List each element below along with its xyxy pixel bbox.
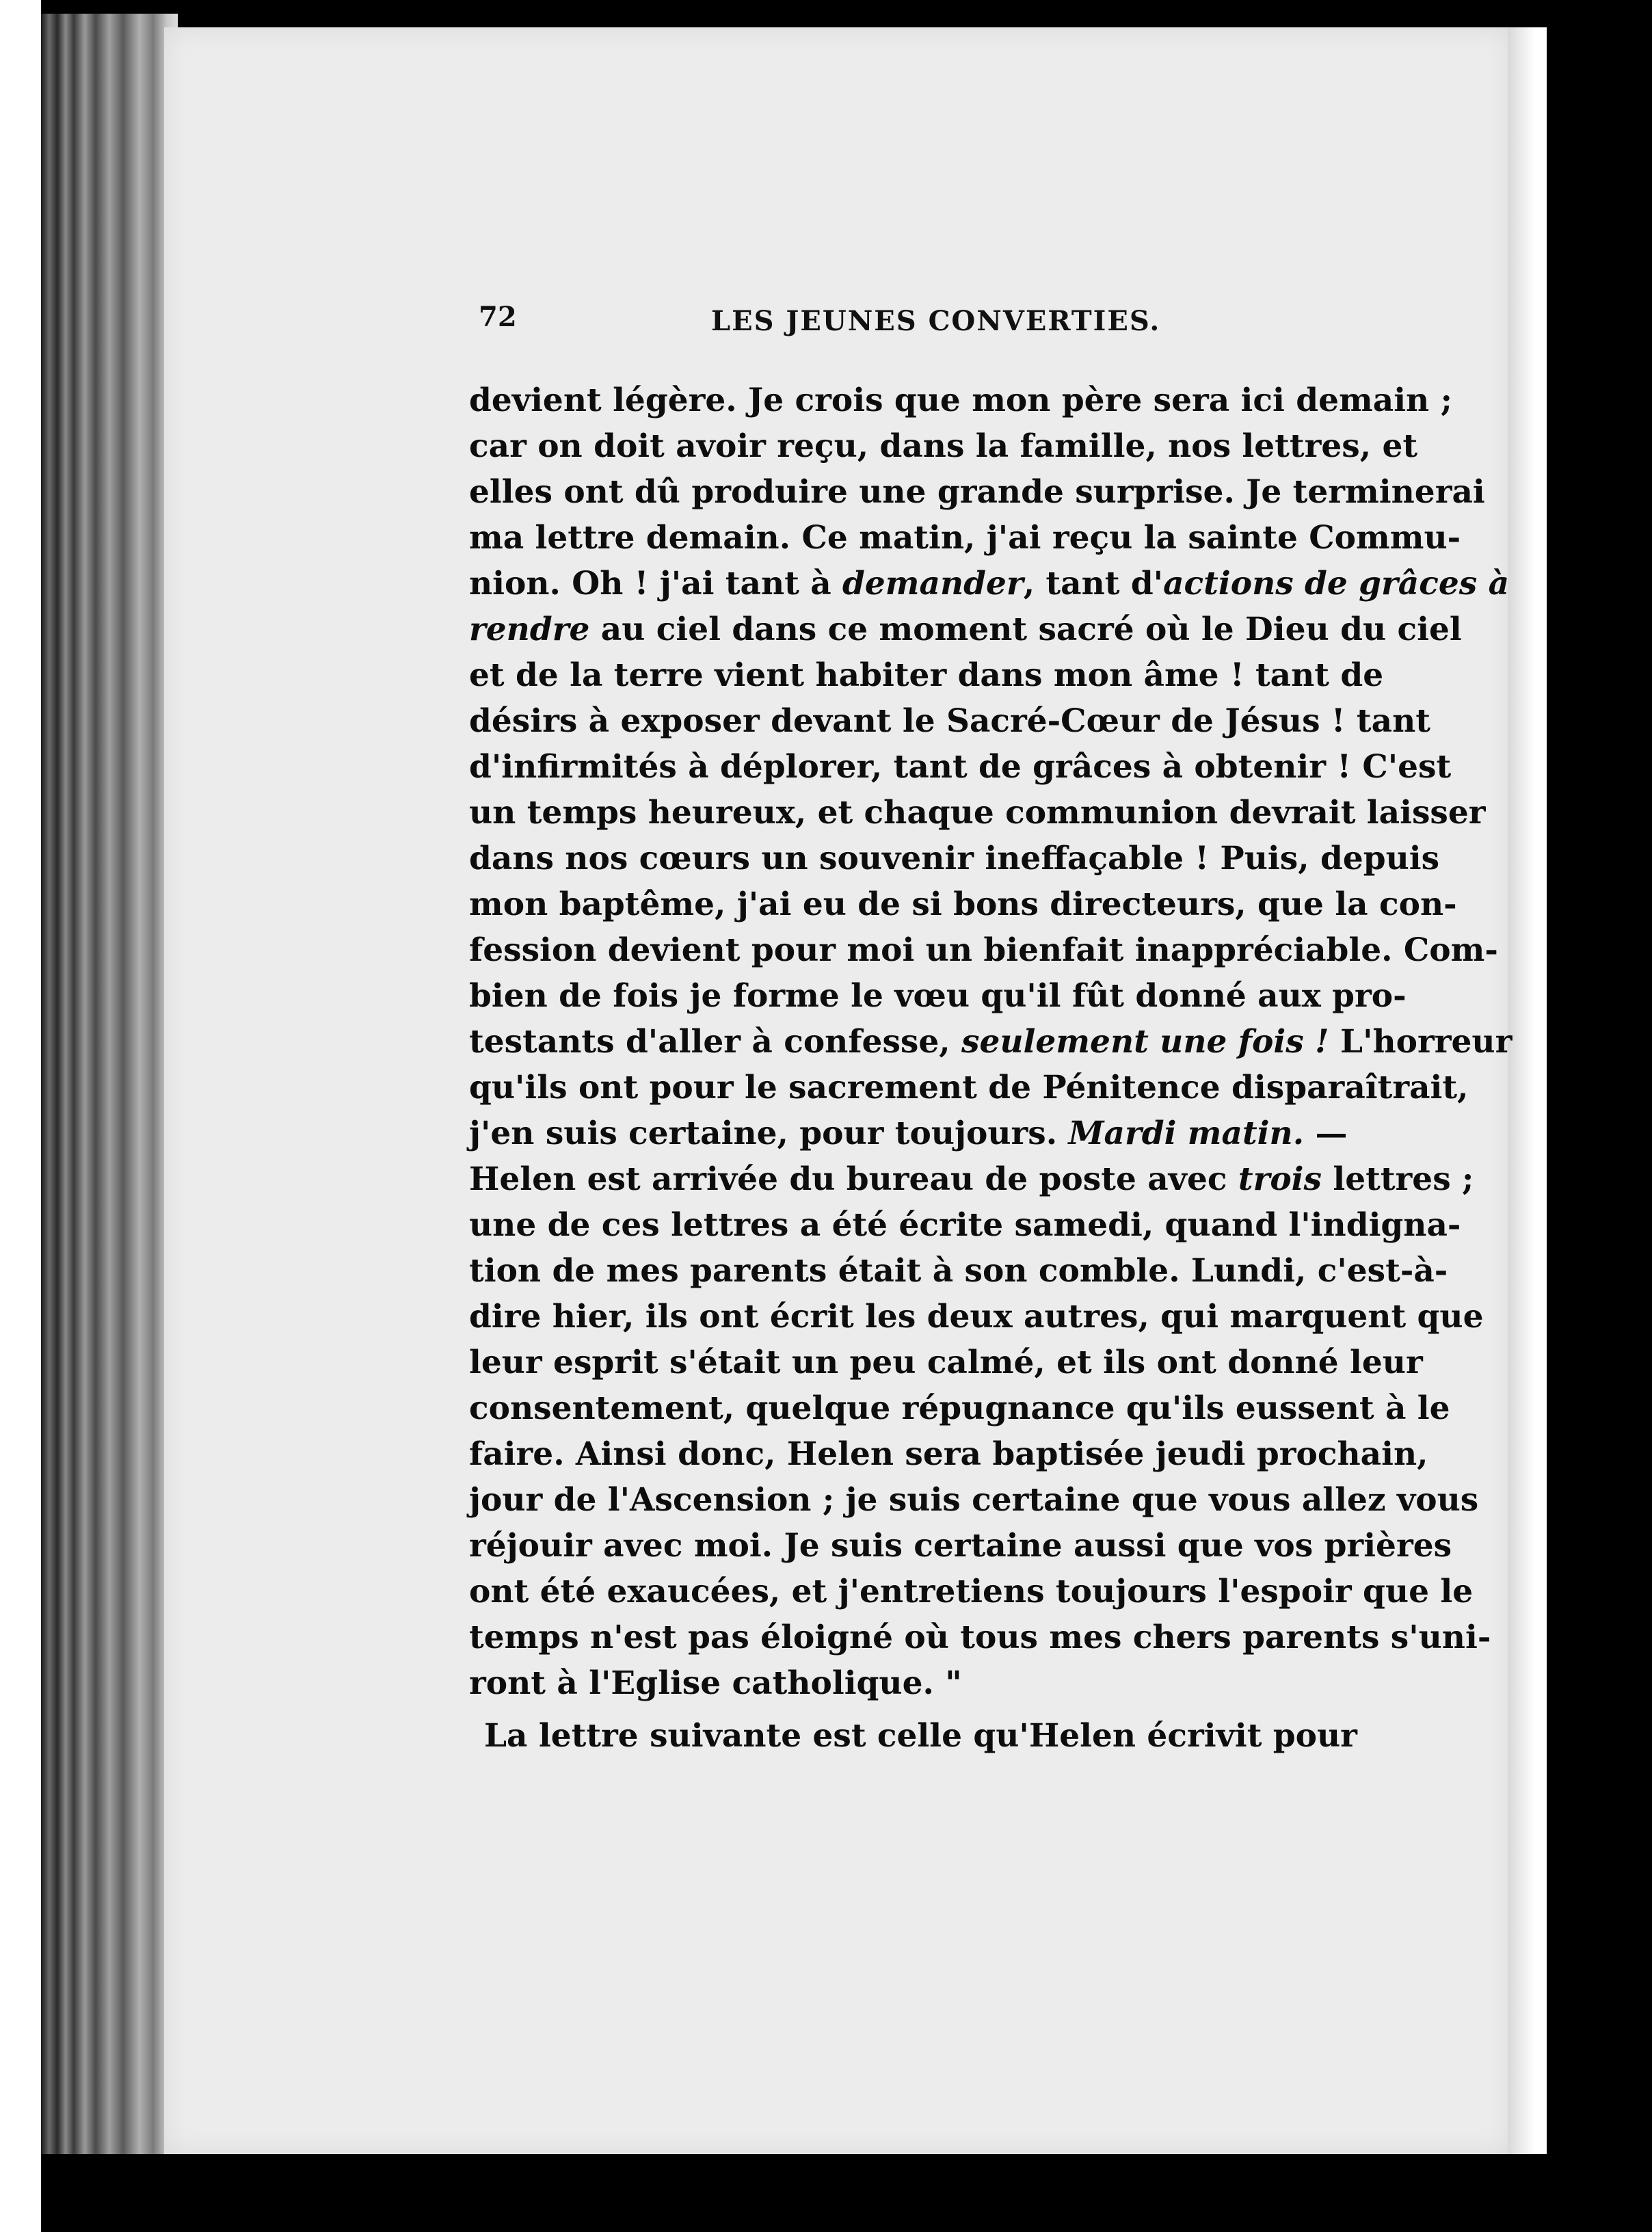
page-number: 72 (479, 301, 517, 333)
text-lines (469, 377, 1513, 1759)
text-line (469, 744, 1452, 790)
text-segment: un temps heureux, et chaque communion devrait laisser (469, 794, 1486, 832)
text-line (469, 1477, 1479, 1523)
italic-text: Mardi matin. (1068, 1115, 1305, 1152)
text-line (469, 1248, 1448, 1294)
text-segment: dire hier, ils ont écrit les deux autres, qui marquent que (469, 1298, 1484, 1336)
text-segment: — (1304, 1115, 1348, 1152)
text-segment: bien de fois je forme le vœu qu'il fût donné aux pro- (469, 977, 1407, 1015)
text-line (469, 515, 1461, 561)
text-segment: d'infirmités à déplorer, tant de grâces à obtenir ! C'est (469, 748, 1452, 786)
text-line (469, 561, 1510, 607)
text-segment: La lettre suivante est celle qu'Helen écrivit pour (484, 1717, 1357, 1755)
text-segment: fession devient pour moi un bienfait inappréciable. Com- (469, 931, 1498, 969)
text-line (469, 1660, 1337, 1706)
text-segment: leur esprit s'était un peu calmé, et ils ont donné leur (469, 1344, 1423, 1381)
text-segment: nion. Oh ! j'ai tant à (469, 565, 843, 602)
text-line (469, 1156, 1474, 1202)
text-line (469, 1019, 1513, 1065)
italic-text: trois (1238, 1160, 1322, 1198)
text-segment: L'horreur (1329, 1023, 1513, 1061)
text-segment: lettres ; (1322, 1160, 1474, 1198)
text-segment: elles ont dû produire une grande surprise. Je terminerai (469, 473, 1485, 511)
text-segment: testants d'aller à confesse, (469, 1023, 962, 1061)
text-segment: ont été exaucées, et j'entretiens toujours l'espoir que le (469, 1573, 1474, 1610)
text-line (469, 1523, 1452, 1569)
text-line (469, 1111, 1348, 1156)
text-line (469, 698, 1430, 744)
text-segment: jour de l'Ascension ; je suis certaine que vous allez vous (469, 1481, 1479, 1519)
text-segment: qu'ils ont pour le sacrement de Pénitence disparaîtrait, (469, 1069, 1469, 1106)
text-line (469, 1065, 1469, 1111)
text-line (469, 607, 1462, 652)
text-segment: désirs à exposer devant le Sacré-Cœur de Jésus ! tant (469, 702, 1430, 740)
page-gutter (1508, 27, 1535, 2154)
text-line (469, 1340, 1423, 1385)
text-segment: au ciel dans ce moment sacré où le Dieu du ciel (589, 611, 1462, 648)
italic-text: seulement une fois ! (961, 1023, 1329, 1061)
text-line (469, 652, 1384, 698)
text-segment: tion de mes parents était à son comble. Lundi, c'est-à- (469, 1252, 1448, 1290)
text-line (469, 927, 1498, 973)
text-segment: , tant d' (1023, 565, 1164, 602)
paragraph-gap (469, 1706, 1337, 1713)
text-line (469, 1294, 1484, 1340)
scan-bottom-border (41, 2154, 1547, 2232)
text-segment: réjouir avec moi. Je suis certaine aussi que vos prières (469, 1527, 1452, 1565)
text-segment: temps n'est pas éloigné où tous mes chers parents s'uni- (469, 1619, 1491, 1656)
text-line (469, 1615, 1491, 1660)
text-line (469, 423, 1418, 469)
text-segment: dans nos cœurs un souvenir ineffaçable ! Puis, depuis (469, 840, 1440, 877)
text-line (469, 881, 1457, 927)
text-line (469, 1569, 1474, 1615)
text-line (469, 1385, 1450, 1431)
text-line (469, 377, 1452, 423)
book-page-edges (41, 14, 178, 2154)
running-head: LES JEUNES CONVERTIES. (711, 305, 1161, 337)
text-segment: ma lettre demain. Ce matin, j'ai reçu la sainte Commu- (469, 519, 1461, 557)
text-segment: faire. Ainsi donc, Helen sera baptisée jeudi prochain, (469, 1435, 1428, 1473)
text-segment: et de la terre vient habiter dans mon âme ! tant de (469, 656, 1384, 694)
text-line (469, 790, 1486, 836)
italic-text: actions de grâces à (1163, 565, 1510, 602)
text-segment: ront à l'Eglise catholique. " (469, 1664, 962, 1702)
body-text (469, 377, 1513, 1759)
text-segment: car on doit avoir reçu, dans la famille, nos lettres, et (469, 427, 1418, 465)
text-segment: consentement, quelque répugnance qu'ils eussent à le (469, 1390, 1450, 1427)
text-line (469, 469, 1485, 515)
text-segment: Helen est arrivée du bureau de poste avec (469, 1160, 1238, 1198)
text-segment: mon baptême, j'ai eu de si bons directeurs, que la con- (469, 886, 1457, 923)
page-header (479, 301, 1368, 349)
text-segment: j'en suis certaine, pour toujours. (469, 1115, 1069, 1152)
text-segment: une de ces lettres a été écrite samedi, quand l'indigna- (469, 1206, 1461, 1244)
text-line (469, 1202, 1461, 1248)
text-line (469, 973, 1407, 1019)
text-line (469, 1713, 1357, 1759)
text-line (469, 836, 1440, 881)
scan-top-border (41, 0, 1652, 27)
text-segment: devient légère. Je crois que mon père sera ici demain ; (469, 382, 1452, 419)
italic-text: demander (842, 565, 1024, 602)
scan-right-border (1547, 27, 1652, 2232)
text-line (469, 1431, 1428, 1477)
italic-text: rendre (469, 611, 590, 648)
